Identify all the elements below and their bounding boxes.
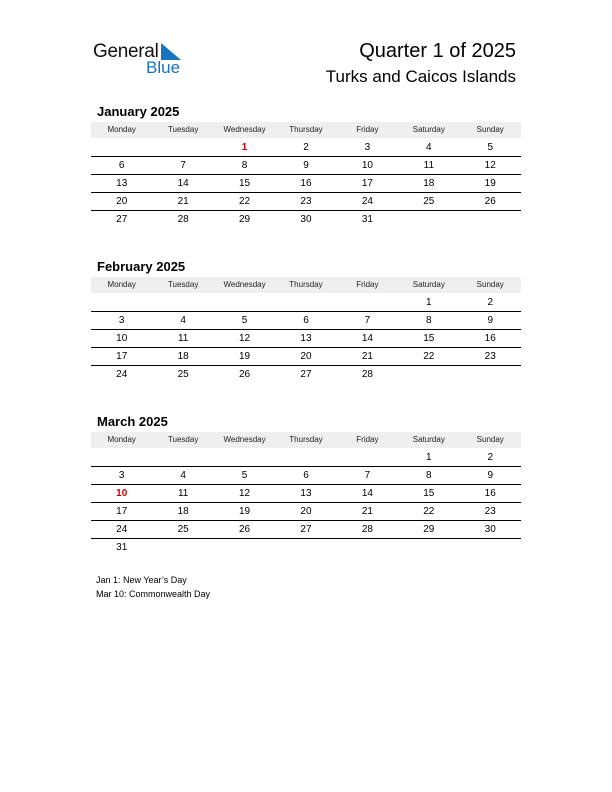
day-cell (275, 294, 336, 311)
week-row (91, 294, 521, 312)
day-cell: 8 (241, 160, 248, 171)
day-cell: 16 (300, 178, 312, 189)
day-cell: 20 (300, 506, 312, 517)
day-cell: 24 (116, 369, 128, 380)
day-cell (214, 539, 275, 557)
day-cell: 7 (364, 315, 371, 326)
day-cell: 4 (180, 470, 186, 481)
day-cell: 25 (423, 196, 435, 207)
day-cell (152, 294, 213, 311)
day-cell (398, 539, 459, 557)
day-cell (214, 449, 275, 466)
day-cell: 13 (300, 488, 312, 499)
weekday-label: Friday (356, 125, 379, 134)
week-row (91, 521, 521, 539)
day-cell (460, 366, 521, 384)
weekday-label: Saturday (412, 435, 445, 444)
day-cell (460, 539, 521, 557)
day-cell: 26 (238, 369, 251, 380)
day-cell: 13 (116, 178, 128, 189)
day-cell: 21 (361, 506, 373, 517)
weekday-label: Monday (107, 435, 136, 444)
day-cell: 16 (484, 333, 496, 344)
weekday-label: Tuesday (167, 435, 199, 444)
day-cell: 20 (300, 351, 312, 362)
weekday-label: Wednesday (223, 280, 266, 289)
day-cell: 11 (177, 333, 189, 344)
day-cell: 12 (484, 160, 496, 171)
day-cell: 23 (484, 506, 496, 517)
month-title: February 2025 (97, 259, 186, 274)
day-cell (91, 449, 152, 466)
month-title: January 2025 (97, 104, 180, 119)
day-cell: 16 (484, 488, 496, 499)
day-cell: 10 (361, 160, 373, 171)
month-january (91, 103, 521, 229)
day-cell: 28 (361, 524, 373, 535)
holiday-note: Jan 1: New Year’s Day (96, 575, 187, 585)
day-cell: 22 (238, 196, 251, 207)
weekday-header (91, 122, 521, 138)
month-title: March 2025 (97, 414, 168, 429)
day-cell: 3 (118, 470, 125, 481)
weekday-label: Friday (356, 280, 379, 289)
day-cell: 8 (426, 315, 432, 326)
day-cell (152, 449, 213, 466)
week-row (91, 485, 521, 503)
day-cell (337, 294, 398, 311)
day-cell: 11 (423, 160, 435, 171)
holiday-notes (96, 573, 210, 601)
day-cell: 6 (118, 160, 125, 171)
week-row (91, 348, 521, 366)
day-cell: 10 (116, 333, 128, 344)
day-cell: 3 (118, 315, 125, 326)
weekday-label: Thursday (289, 435, 323, 444)
day-cell: 9 (487, 470, 494, 481)
day-cell (275, 539, 336, 557)
day-cell: 15 (238, 178, 251, 189)
week-row (91, 193, 521, 211)
day-cell: 1 (426, 452, 432, 463)
weekday-label: Thursday (289, 125, 323, 134)
day-cell: 29 (423, 524, 435, 535)
week-row (91, 175, 521, 193)
logo (93, 40, 193, 80)
day-cell: 21 (361, 351, 373, 362)
page-subtitle: Turks and Caicos Islands (325, 67, 516, 86)
day-cell: 24 (116, 524, 128, 535)
page-title: Quarter 1 of 2025 (359, 40, 516, 62)
day-cell: 23 (484, 351, 496, 362)
day-cell: 4 (426, 142, 432, 153)
day-cell: 17 (116, 506, 128, 517)
weekday-label: Sunday (476, 435, 504, 444)
day-cell: 25 (177, 524, 189, 535)
day-cell: 23 (300, 196, 312, 207)
day-cell: 9 (487, 315, 494, 326)
weekday-label: Tuesday (167, 280, 199, 289)
day-cell: 19 (484, 178, 496, 189)
weekday-label: Wednesday (223, 435, 266, 444)
day-cell: 14 (177, 178, 189, 189)
day-cell: 31 (116, 542, 128, 553)
weekday-label: Sunday (476, 125, 504, 134)
weekday-header (91, 277, 521, 293)
day-cell: 1 (426, 297, 432, 308)
weekday-label: Friday (356, 435, 379, 444)
week-row (91, 449, 521, 467)
day-cell (91, 294, 152, 311)
day-cell (337, 449, 398, 466)
day-cell: 27 (300, 524, 312, 535)
day-cell (214, 294, 275, 311)
day-cell: 21 (177, 196, 189, 207)
day-cell: 6 (303, 470, 309, 481)
day-cell: 18 (177, 351, 189, 362)
week-row (91, 366, 521, 384)
day-cell: 1 (241, 142, 248, 153)
weekday-label: Tuesday (167, 125, 199, 134)
day-cell (91, 139, 152, 156)
day-cell: 6 (303, 315, 309, 326)
day-cell: 20 (116, 196, 128, 207)
day-cell: 26 (484, 196, 496, 207)
weekday-label: Sunday (476, 280, 504, 289)
day-cell: 4 (180, 315, 186, 326)
day-cell: 28 (177, 214, 189, 225)
weekday-header (91, 432, 521, 448)
day-cell: 30 (300, 214, 312, 225)
day-cell: 11 (177, 488, 189, 499)
day-cell: 15 (423, 488, 435, 499)
day-cell: 24 (361, 196, 373, 207)
day-cell (398, 211, 459, 229)
day-cell (337, 539, 398, 557)
day-cell: 5 (241, 470, 248, 481)
weekday-label: Saturday (412, 125, 445, 134)
week-row (91, 330, 521, 348)
day-cell: 19 (238, 506, 251, 517)
day-cell: 30 (484, 524, 496, 535)
week-row (91, 503, 521, 521)
day-cell: 22 (423, 351, 435, 362)
day-cell: 7 (364, 470, 371, 481)
weekday-label: Wednesday (223, 125, 266, 134)
holiday-note: Mar 10: Commonwealth Day (96, 589, 211, 599)
week-row (91, 312, 521, 330)
day-cell (460, 211, 521, 229)
month-march (91, 413, 521, 557)
day-cell: 2 (303, 142, 309, 153)
day-cell: 14 (361, 333, 373, 344)
day-cell: 27 (300, 369, 312, 380)
weekday-label: Thursday (289, 280, 323, 289)
week-row (91, 467, 521, 485)
week-row (91, 539, 521, 557)
day-cell: 2 (487, 452, 494, 463)
day-cell: 2 (487, 297, 494, 308)
day-cell: 9 (303, 160, 309, 171)
logo-blue-text: Blue (146, 58, 181, 77)
day-cell: 14 (361, 488, 373, 499)
day-cell: 17 (361, 178, 373, 189)
day-cell (398, 366, 459, 384)
day-cell: 13 (300, 333, 312, 344)
day-cell: 31 (361, 214, 373, 225)
day-cell: 10 (116, 488, 128, 499)
day-cell (152, 539, 213, 557)
weekday-label: Monday (107, 280, 136, 289)
day-cell (275, 449, 336, 466)
day-cell: 27 (116, 214, 128, 225)
day-cell: 12 (238, 333, 251, 344)
weekday-label: Monday (107, 125, 136, 134)
day-cell: 17 (116, 351, 128, 362)
day-cell: 15 (423, 333, 435, 344)
week-row (91, 139, 521, 157)
day-cell: 5 (487, 142, 494, 153)
logo-general-text: General (93, 41, 159, 62)
weekday-label: Saturday (412, 280, 445, 289)
day-cell: 22 (423, 506, 435, 517)
day-cell: 29 (238, 214, 251, 225)
day-cell: 7 (180, 160, 186, 171)
day-cell: 8 (426, 470, 432, 481)
day-cell: 26 (238, 524, 251, 535)
day-cell: 28 (361, 369, 373, 380)
day-cell: 18 (423, 178, 435, 189)
day-cell: 19 (238, 351, 251, 362)
day-cell: 25 (177, 369, 189, 380)
day-cell: 3 (364, 142, 371, 153)
week-row (91, 211, 521, 229)
month-february (91, 258, 521, 384)
week-row (91, 157, 521, 175)
day-cell: 5 (241, 315, 248, 326)
day-cell (152, 139, 213, 156)
day-cell: 12 (238, 488, 251, 499)
day-cell: 18 (177, 506, 189, 517)
